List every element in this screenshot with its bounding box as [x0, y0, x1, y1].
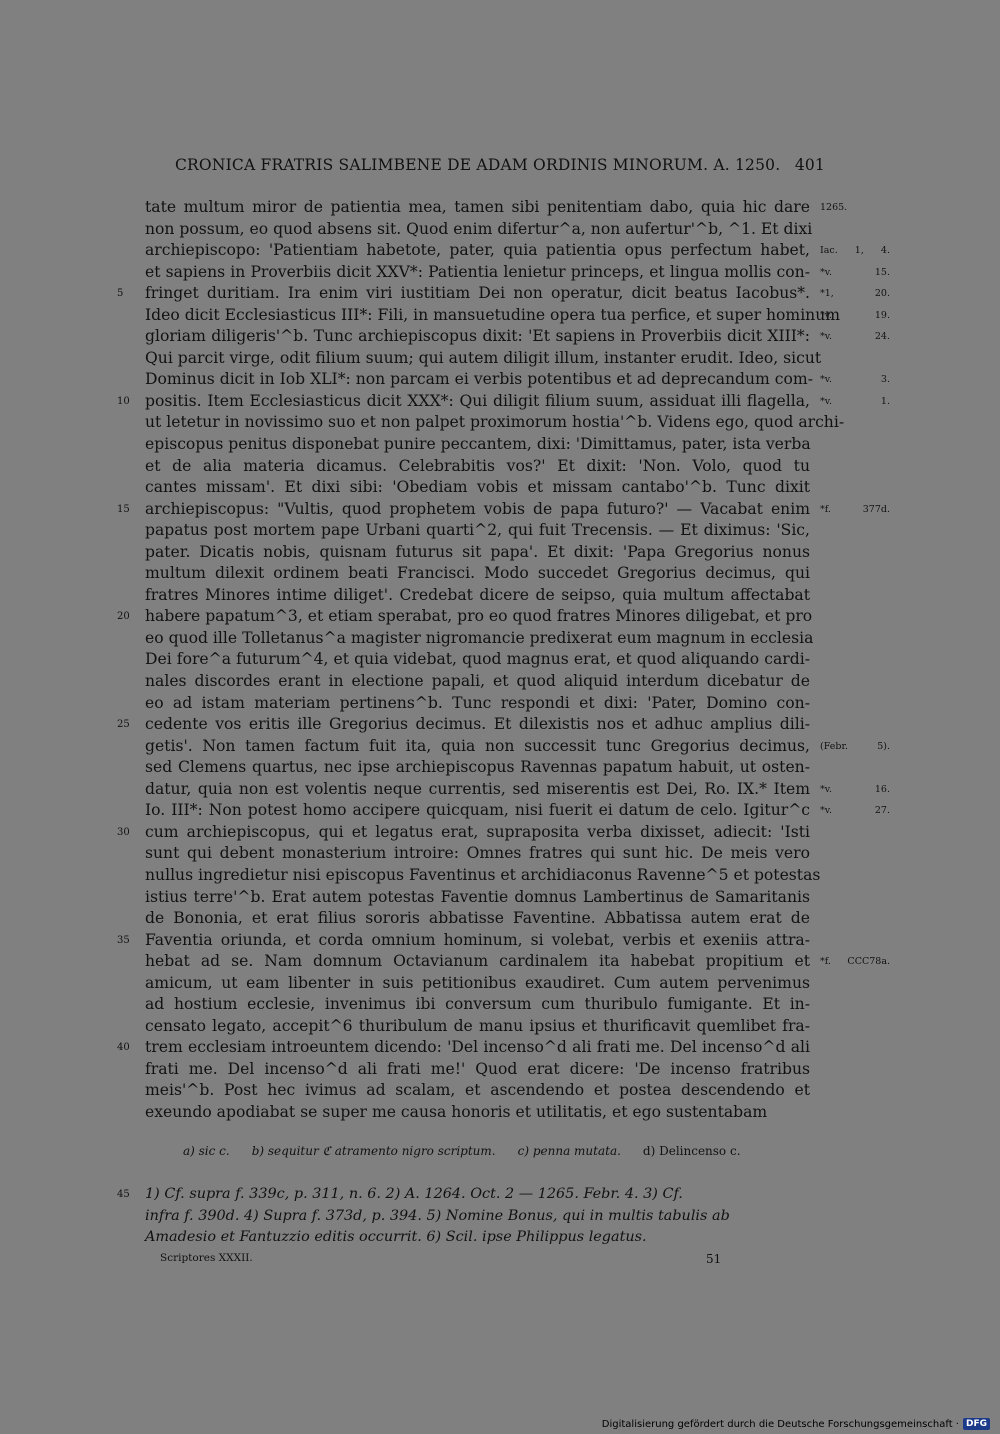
line-text: Faventia oriunda, et corda omnium hominum, si volebat, verbis et exeniis attra-: [145, 930, 810, 949]
text-line: [145, 843, 810, 865]
line-number: 40: [117, 1042, 130, 1054]
line-text: archiepiscopo: 'Patientiam habetote, pater, quia patientia opus perfectum habet,: [145, 241, 810, 260]
text-line: [117, 606, 813, 628]
line-text: ad hostium ecclesie, invenimus ibi conversum cum thuribulo fumigante. Et in-: [145, 995, 810, 1014]
margin-reference: (Febr. 5).: [820, 740, 890, 752]
text-line: [145, 736, 890, 758]
line-text: frati me. Del incenso^d ali frati me!' Quod erat dicere: 'De incenso fratribus: [145, 1059, 810, 1078]
text-line: [145, 197, 848, 219]
line-text: sunt qui debent monasterium introire: Omnes fratres qui sunt hic. De meis vero: [145, 844, 810, 863]
line-text: cantes missam'. Et dixi sibi: 'Obediam vobis et missam cantabo'^b. Tunc dixit: [145, 478, 810, 497]
line-text: amicum, ut eam libenter in suis petitionibus exaudiret. Cum autem pervenimus: [145, 973, 810, 992]
line-text: tate multum miror de patientia mea, tamen sibi penitentiam dabo, quia hic dare: [145, 198, 810, 216]
text-line: [145, 779, 890, 801]
line-text: multum dilexit ordinem beati Francisci. Modo succedet Gregorius decimus, qui: [145, 564, 810, 583]
line-number: 20: [117, 611, 130, 623]
text-line: [145, 994, 810, 1016]
line-text: de Bononia, et erat filius sororis abbatisse Faventine. Abbatissa autem erat de: [145, 909, 810, 928]
apparatus-note: c) penna mutata.: [517, 1144, 621, 1158]
text-line: [145, 477, 810, 499]
text-line: [145, 412, 845, 434]
line-text: exeundo apodiabat se super me causa honoris et utilitatis, et ego sustentabam: [145, 1102, 768, 1121]
footnote-line: [117, 1184, 810, 1206]
footnote-text: infra f. 390d. 4) Supra f. 373d, p. 394. 5) Nomine Bonus, qui in multis tabulis ab: [145, 1207, 730, 1224]
text-line: [145, 240, 890, 262]
text-line: [145, 628, 814, 650]
line-text: getis'. Non tamen factum fuit ita, quia non successit tunc Gregorius decimus,: [145, 736, 810, 755]
text-line: [145, 585, 810, 607]
line-text: Qui parcit virge, odit filium suum; qui autem diligit illum, instanter erudit. Ideo, sicut: [145, 348, 822, 367]
line-text: et sapiens in Proverbiis dicit XXV*: Patientia lenietur princeps, et lingua mollis con-: [145, 262, 810, 281]
line-text: fratres Minores intime diliget'. Credebat dicere de seipso, quia multum affectabat: [145, 585, 810, 604]
line-text: positis. Item Ecclesiasticus dicit XXX*: Qui diligit filium suum, assiduat illi flagella,: [145, 391, 810, 410]
text-line: [145, 1059, 810, 1081]
line-text: sed Clemens quartus, nec ipse archiepiscopus Ravennas papatum habuit, ut osten-: [145, 758, 810, 777]
line-text: ut letetur in novissimo suo et non palpet proximorum hostia'^b. Videns ego, quod archi-: [145, 413, 845, 432]
line-text: fringet duritiam. Ira enim viri iustitiam Dei non operatur, dicit beatus Iacobus*.: [145, 284, 810, 303]
line-text: Dei fore^a futurum^4, et quia videbat, quod magnus erat, et quod aliquando cardi-: [145, 650, 810, 669]
margin-reference: 1265.: [820, 202, 848, 213]
text-line: [145, 219, 813, 241]
line-text: cedente vos eritis ille Gregorius decimus. Et dilexistis nos et adhuc amplius dili-: [145, 715, 810, 734]
margin-reference: *v. 27.: [820, 805, 890, 817]
line-text: episcopus penitus disponebat punire peccantem, dixi: 'Dimittamus, pater, ista verba: [145, 435, 811, 454]
text-line: [145, 887, 810, 909]
margin-reference: *v. 19.: [820, 309, 890, 321]
line-text: nullus ingredietur nisi episcopus Faventinus et archidiaconus Ravenne^5 et potestas: [145, 865, 821, 884]
text-line: [145, 326, 890, 348]
text-line: [145, 671, 810, 693]
text-line: [117, 499, 890, 521]
text-line: [145, 434, 810, 456]
margin-reference: *1, 20.: [820, 288, 890, 300]
text-line: [145, 520, 810, 542]
line-text: istius terre'^b. Erat autem potestas Faventie domnus Lambertinus de Samaritanis: [145, 887, 810, 906]
line-text: non possum, eo quod absens sit. Quod enim difertur^a, non aufertur'^b, ^1. Et dixi: [145, 219, 813, 238]
text-line: [145, 348, 822, 370]
text-line: [145, 973, 810, 995]
main-text: [117, 197, 890, 1124]
line-number: 10: [117, 395, 130, 407]
running-head: [175, 156, 825, 174]
line-text: papatus post mortem pape Urbani quarti^2, qui fuit Trecensis. — Et diximus: 'Sic,: [145, 521, 810, 540]
line-text: meis'^b. Post hec ivimus ad scalam, et ascendendo et postea descendendo et: [145, 1081, 810, 1100]
text-line: [145, 693, 810, 715]
line-number: 5: [117, 288, 124, 300]
line-text: censato legato, accepit^6 thuribulum de manu ipsius et thurificavit quemlibet fra-: [145, 1016, 810, 1035]
margin-reference: *v. 3.: [820, 374, 890, 386]
text-line: [117, 1037, 810, 1059]
line-text: pater. Dicatis nobis, quisnam futurus sit papa'. Et dixit: 'Papa Gregorius nonus: [145, 542, 810, 561]
text-line: [145, 908, 810, 930]
text-line: [145, 369, 890, 391]
line-text: et de alia materia dicamus. Celebrabitis vos?' Et dixit: 'Non. Volo, quod tu: [145, 456, 810, 475]
footnotes: [117, 1184, 810, 1249]
margin-reference: Iac. 1, 4.: [820, 245, 890, 257]
line-text: datur, quia non est volentis neque currentis, sed miserentis est Dei, Ro. IX.* Item: [145, 779, 810, 798]
apparatus-note: d) Delincenso c.: [642, 1144, 741, 1158]
text-line: [145, 262, 890, 284]
line-number: 35: [117, 934, 130, 946]
line-text: trem ecclesiam introeuntem dicendo: 'Del incenso^d ali frati me. Del incenso^d ali: [145, 1038, 810, 1057]
footnote-text: 1) Cf. supra f. 339c, p. 311, n. 6. 2) A. 1264. Oct. 2 — 1265. Febr. 4. 3) Cf.: [145, 1186, 683, 1202]
text-line: [145, 563, 810, 585]
line-text: cum archiepiscopus, qui et legatus erat, supraposita verba dixisset, adiecit: 'Isti: [145, 822, 810, 841]
line-number: 45: [117, 1189, 130, 1200]
digitization-footer: [602, 1418, 990, 1430]
margin-reference: *v. 16.: [820, 783, 890, 795]
margin-reference: *v. 1.: [820, 395, 890, 407]
margin-reference: *f. CCC78a.: [820, 956, 890, 968]
signature-mark: Scriptores XXXII.: [160, 1252, 253, 1264]
line-text: Ideo dicit Ecclesiasticus III*: Fili, in mansuetudine opera tua perfice, et super hominum: [145, 305, 841, 324]
apparatus-note: a) sic c.: [183, 1144, 230, 1158]
text-line: [145, 1102, 810, 1124]
line-text: Dominus dicit in Iob XLI*: non parcam ei verbis potentibus et ad deprecandum com-: [145, 370, 813, 389]
footnote-line: [145, 1206, 810, 1228]
text-line: [145, 456, 810, 478]
dfg-logo: DFG: [963, 1418, 990, 1430]
text-line: [145, 757, 810, 779]
sheet-number: 51: [706, 1252, 722, 1266]
text-line: [145, 542, 810, 564]
line-number: 25: [117, 719, 130, 731]
text-line: [145, 1016, 810, 1038]
line-text: hebat ad se. Nam domnum Octavianum cardinalem ita habebat propitium et: [145, 952, 810, 971]
text-line: [117, 930, 810, 952]
footer-text: Digitalisierung gefördert durch die Deutsche Forschungsgemeinschaft ·: [601, 1418, 959, 1430]
margin-reference: *f. 377d.: [820, 503, 890, 515]
page-number: 401: [794, 156, 825, 174]
running-title: CRONICA FRATRIS SALIMBENE DE ADAM ORDINIS MINORUM. A. 1250.: [175, 156, 781, 174]
text-line: [145, 800, 890, 822]
line-text: eo ad istam materiam pertinens^b. Tunc respondi et dixi: 'Pater, Domino con-: [145, 693, 810, 712]
text-line: [145, 305, 890, 327]
text-line: [145, 649, 810, 671]
apparatus-note: b) sequitur ℭ atramento nigro scriptum.: [251, 1144, 496, 1158]
line-number: 15: [117, 503, 130, 515]
line-number: 30: [117, 826, 130, 838]
text-line: [145, 865, 821, 887]
line-text: gloriam diligeris'^b. Tunc archiepiscopus dixit: 'Et sapiens in Proverbiis dicit XIII*:: [145, 327, 810, 346]
text-line: [117, 283, 890, 305]
line-text: Io. III*: Non potest homo accipere quicquam, nisi fuerit ei datum de celo. Igitur^c: [145, 801, 810, 820]
footnote-text: Amadesio et Fantuzzio editis occurrit. 6) Scil. ipse Philippus legatus.: [145, 1229, 647, 1245]
critical-apparatus: [183, 1144, 763, 1158]
margin-reference: *v. 15.: [820, 266, 890, 278]
line-text: eo quod ille Tolletanus^a magister nigromancie predixerat eum magnum in ecclesia: [145, 628, 814, 647]
line-text: nales discordes erant in electione papali, et quod aliquid interdum dicebatur de: [145, 672, 810, 691]
line-text: habere papatum^3, et etiam sperabat, pro eo quod fratres Minores diligebat, et pro: [145, 607, 813, 626]
margin-reference: *v. 24.: [820, 331, 890, 343]
line-text: archiepiscopus: "Vultis, quod prophetem vobis de papa futuro?' — Vacabat enim: [145, 499, 810, 518]
text-line: [117, 714, 810, 736]
text-line: [117, 391, 890, 413]
text-line: [117, 822, 810, 844]
footnote-line: [145, 1227, 810, 1249]
text-line: [145, 951, 890, 973]
text-line: [145, 1080, 810, 1102]
